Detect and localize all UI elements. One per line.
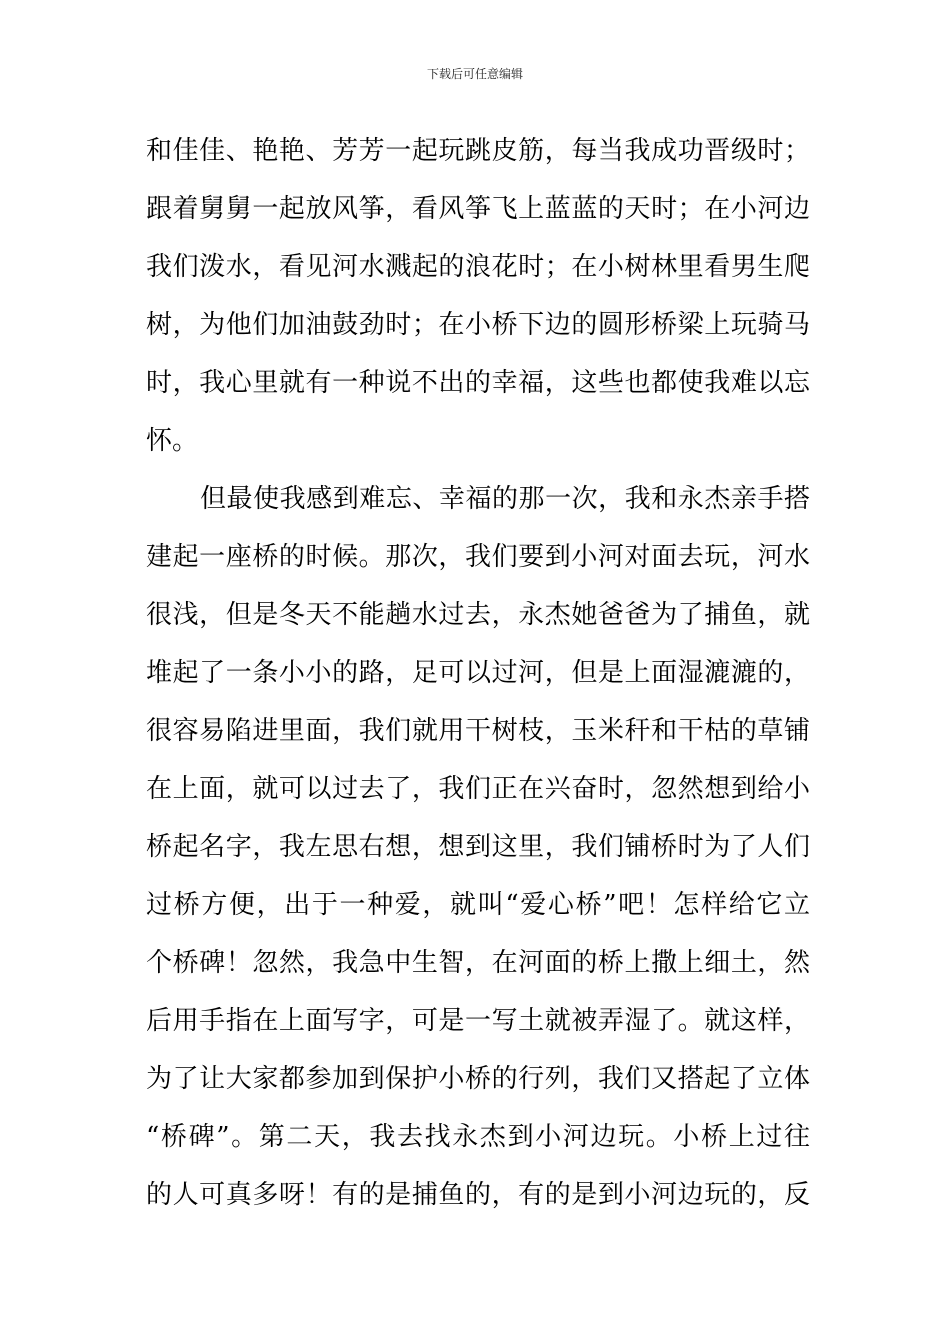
text-line: 时，我心里就有一种说不出的幸福，这些也都使我难以忘 (146, 368, 810, 398)
text-line: 怀。 (146, 426, 199, 456)
text-line: 和佳佳、艳艳、芳芳一起玩跳皮筋，每当我成功晋级时； (146, 136, 810, 166)
text-line: “桥碑”。第二天，我去找永杰到小河边玩。小桥上过往 (146, 1122, 810, 1152)
text-line: 为了让大家都参加到保护小桥的行列，我们又搭起了立体 (146, 1064, 810, 1094)
text-line: 很浅，但是冬天不能趟水过去，永杰她爸爸为了捕鱼，就 (146, 600, 810, 630)
text-line: 但最使我感到难忘、幸福的那一次，我和永杰亲手搭 (200, 484, 810, 514)
text-line: 桥起名字，我左思右想，想到这里，我们铺桥时为了人们 (146, 832, 810, 862)
text-line: 跟着舅舅一起放风筝，看风筝飞上蓝蓝的天时；在小河边 (146, 194, 810, 224)
paragraph (146, 122, 810, 470)
text-line: 我们泼水，看见河水溅起的浪花时；在小树林里看男生爬 (146, 252, 810, 282)
text-line: 建起一座桥的时候。那次，我们要到小河对面去玩，河水 (146, 542, 810, 572)
text-line: 后用手指在上面写字，可是一写土就被弄湿了。就这样， (146, 1006, 810, 1036)
text-line: 过桥方便，出于一种爱，就叫“爱心桥”吧！怎样给它立 (146, 890, 810, 920)
paragraph (146, 470, 810, 1224)
text-line: 堆起了一条小小的路，足可以过河，但是上面湿漉漉的， (146, 658, 810, 688)
text-line: 的人可真多呀！有的是捕鱼的，有的是到小河边玩的，反 (146, 1180, 810, 1210)
text-line: 在上面，就可以过去了，我们正在兴奋时，忽然想到给小 (146, 774, 810, 804)
body-text (146, 122, 810, 1224)
text-line: 树，为他们加油鼓劲时；在小桥下边的圆形桥梁上玩骑马 (146, 310, 810, 340)
page-header: 下载后可任意编辑 (426, 67, 523, 81)
text-line: 个桥碑！忽然，我急中生智，在河面的桥上撒上细土，然 (146, 948, 810, 978)
text-line: 很容易陷进里面，我们就用干树枝，玉米秆和干枯的草铺 (146, 716, 810, 746)
